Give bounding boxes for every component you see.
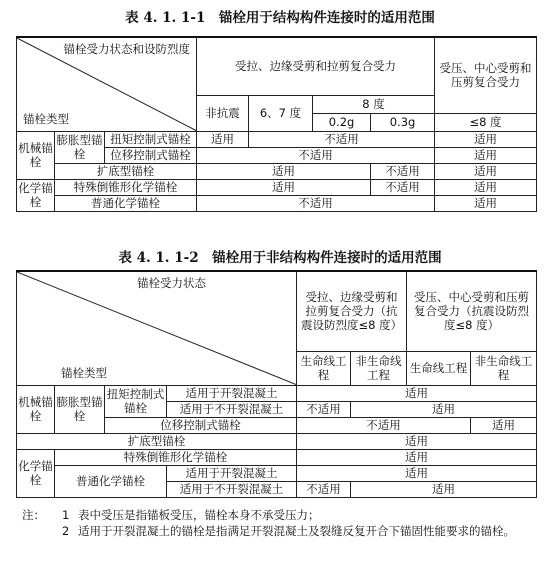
col-group-compression: 受压、中心受剪和压剪复合受力（抗震设防烈度≤8 度） — [407, 271, 537, 351]
cell: 适用 — [351, 401, 537, 417]
row-special: 特殊倒锥形化学锚栓 — [55, 179, 197, 195]
col-nonlifeline-a: 非生命线工程 — [351, 351, 407, 385]
row-expansion: 膨胀型锚栓 — [56, 132, 103, 161]
corner-load-state: 锚栓受力状态 — [137, 276, 206, 290]
table1-title: 表 4. 1. 1-1 锚栓用于结构构件连接时的适用范围 — [125, 10, 435, 26]
row-chem: 化学锚栓 — [17, 449, 55, 497]
col-6-7: 6、7 度 — [249, 95, 313, 131]
col-group-compression: 受压、中心受剪和压剪复合受力 — [435, 37, 537, 113]
notes-label: 注： — [22, 508, 45, 522]
cell: 适用 — [435, 131, 537, 147]
note-1-text: 表中受压是指锚板受压，锚栓本身不承受压力； — [78, 508, 320, 522]
col-8-02g: 0.2g — [313, 113, 371, 131]
cell: 不适用 — [249, 131, 435, 147]
row-undercut: 扩底型锚栓 — [55, 163, 197, 179]
row-mech: 机械锚栓 — [17, 385, 55, 433]
row-ordinary: 普通化学锚栓 — [55, 195, 197, 211]
row-mech: 机械锚栓 — [17, 131, 55, 179]
cell: 不适用 — [371, 179, 435, 195]
table2-corner-header — [17, 271, 297, 385]
cell: 不适用 — [197, 147, 435, 163]
table2-title: 表 4. 1. 1-2 锚栓用于非结构构件连接时的适用范围 — [118, 250, 442, 266]
cell: 适用 — [435, 163, 537, 179]
row-displacement: 位移控制式锚栓 — [105, 417, 297, 433]
table1-corner-header — [17, 37, 197, 131]
cell: 适用 — [351, 481, 537, 497]
cell: 不适用 — [371, 163, 435, 179]
cell: 适用 — [297, 433, 537, 449]
col-8-03g: 0.3g — [371, 113, 435, 131]
row-torque: 扭矩控制式锚栓 — [105, 131, 197, 147]
cell: 适用 — [297, 465, 537, 481]
row-chem: 化学锚栓 — [18, 180, 53, 209]
notes — [22, 507, 542, 539]
corner-load-state: 锚栓受力状态和设防烈度 — [63, 42, 191, 56]
row-special: 特殊倒锥形化学锚栓 — [55, 449, 297, 465]
cell: 不适用 — [297, 417, 471, 433]
row-expansion: 膨胀型锚栓 — [55, 385, 105, 433]
cell: 适用 — [435, 195, 537, 211]
col-lifeline-a: 生命线工程 — [297, 351, 351, 385]
cell: 不适用 — [297, 481, 351, 497]
cell: 适用 — [435, 147, 537, 163]
row-ordinary: 普通化学锚栓 — [55, 465, 167, 497]
col-nonseismic: 非抗震 — [197, 95, 249, 131]
cell: 适用 — [297, 385, 537, 401]
col-lifeline-b: 生命线工程 — [407, 351, 471, 385]
cell: 适用 — [197, 163, 371, 179]
note-1 — [22, 507, 542, 523]
corner-anchor-type: 锚栓类型 — [23, 112, 69, 127]
cell: 适用 — [197, 131, 249, 147]
note-2 — [22, 523, 542, 539]
cell: 适用 — [435, 179, 537, 195]
corner-anchor-type: 锚栓类型 — [61, 366, 107, 381]
table1 — [16, 36, 537, 212]
row-undercut: 扩底型锚栓 — [17, 433, 297, 449]
note-2-number: 2 — [62, 524, 70, 539]
col-nonlifeline-b: 非生命线工程 — [471, 351, 537, 385]
row-uncracked: 适用于不开裂混凝土 — [167, 481, 297, 497]
cell: 不适用 — [197, 195, 435, 211]
col-le8: ≤8 度 — [435, 113, 537, 131]
note-2-text: 适用于开裂混凝土的锚栓是指满足开裂混凝土及裂缝反复开合下锚固性能要求的锚栓。 — [78, 524, 515, 539]
note-1-number: 1 — [62, 508, 70, 522]
row-cracked: 适用于开裂混凝土 — [167, 385, 297, 401]
row-torque: 扭矩控制式锚栓 — [105, 385, 167, 417]
cell: 适用 — [197, 179, 371, 195]
row-displacement: 位移控制式锚栓 — [105, 147, 197, 163]
row-cracked: 适用于开裂混凝土 — [167, 465, 297, 481]
row-uncracked: 适用于不开裂混凝土 — [167, 401, 297, 417]
cell: 不适用 — [297, 401, 351, 417]
cell: 适用 — [471, 417, 537, 433]
col-8: 8 度 — [313, 95, 435, 113]
table2 — [16, 270, 537, 498]
col-group-tension: 受拉、边缘受剪和拉剪复合受力 — [197, 37, 435, 95]
col-group-tension: 受拉、边缘受剪和拉剪复合受力（抗震设防烈度≤8 度） — [297, 271, 407, 351]
cell: 适用 — [297, 449, 537, 465]
